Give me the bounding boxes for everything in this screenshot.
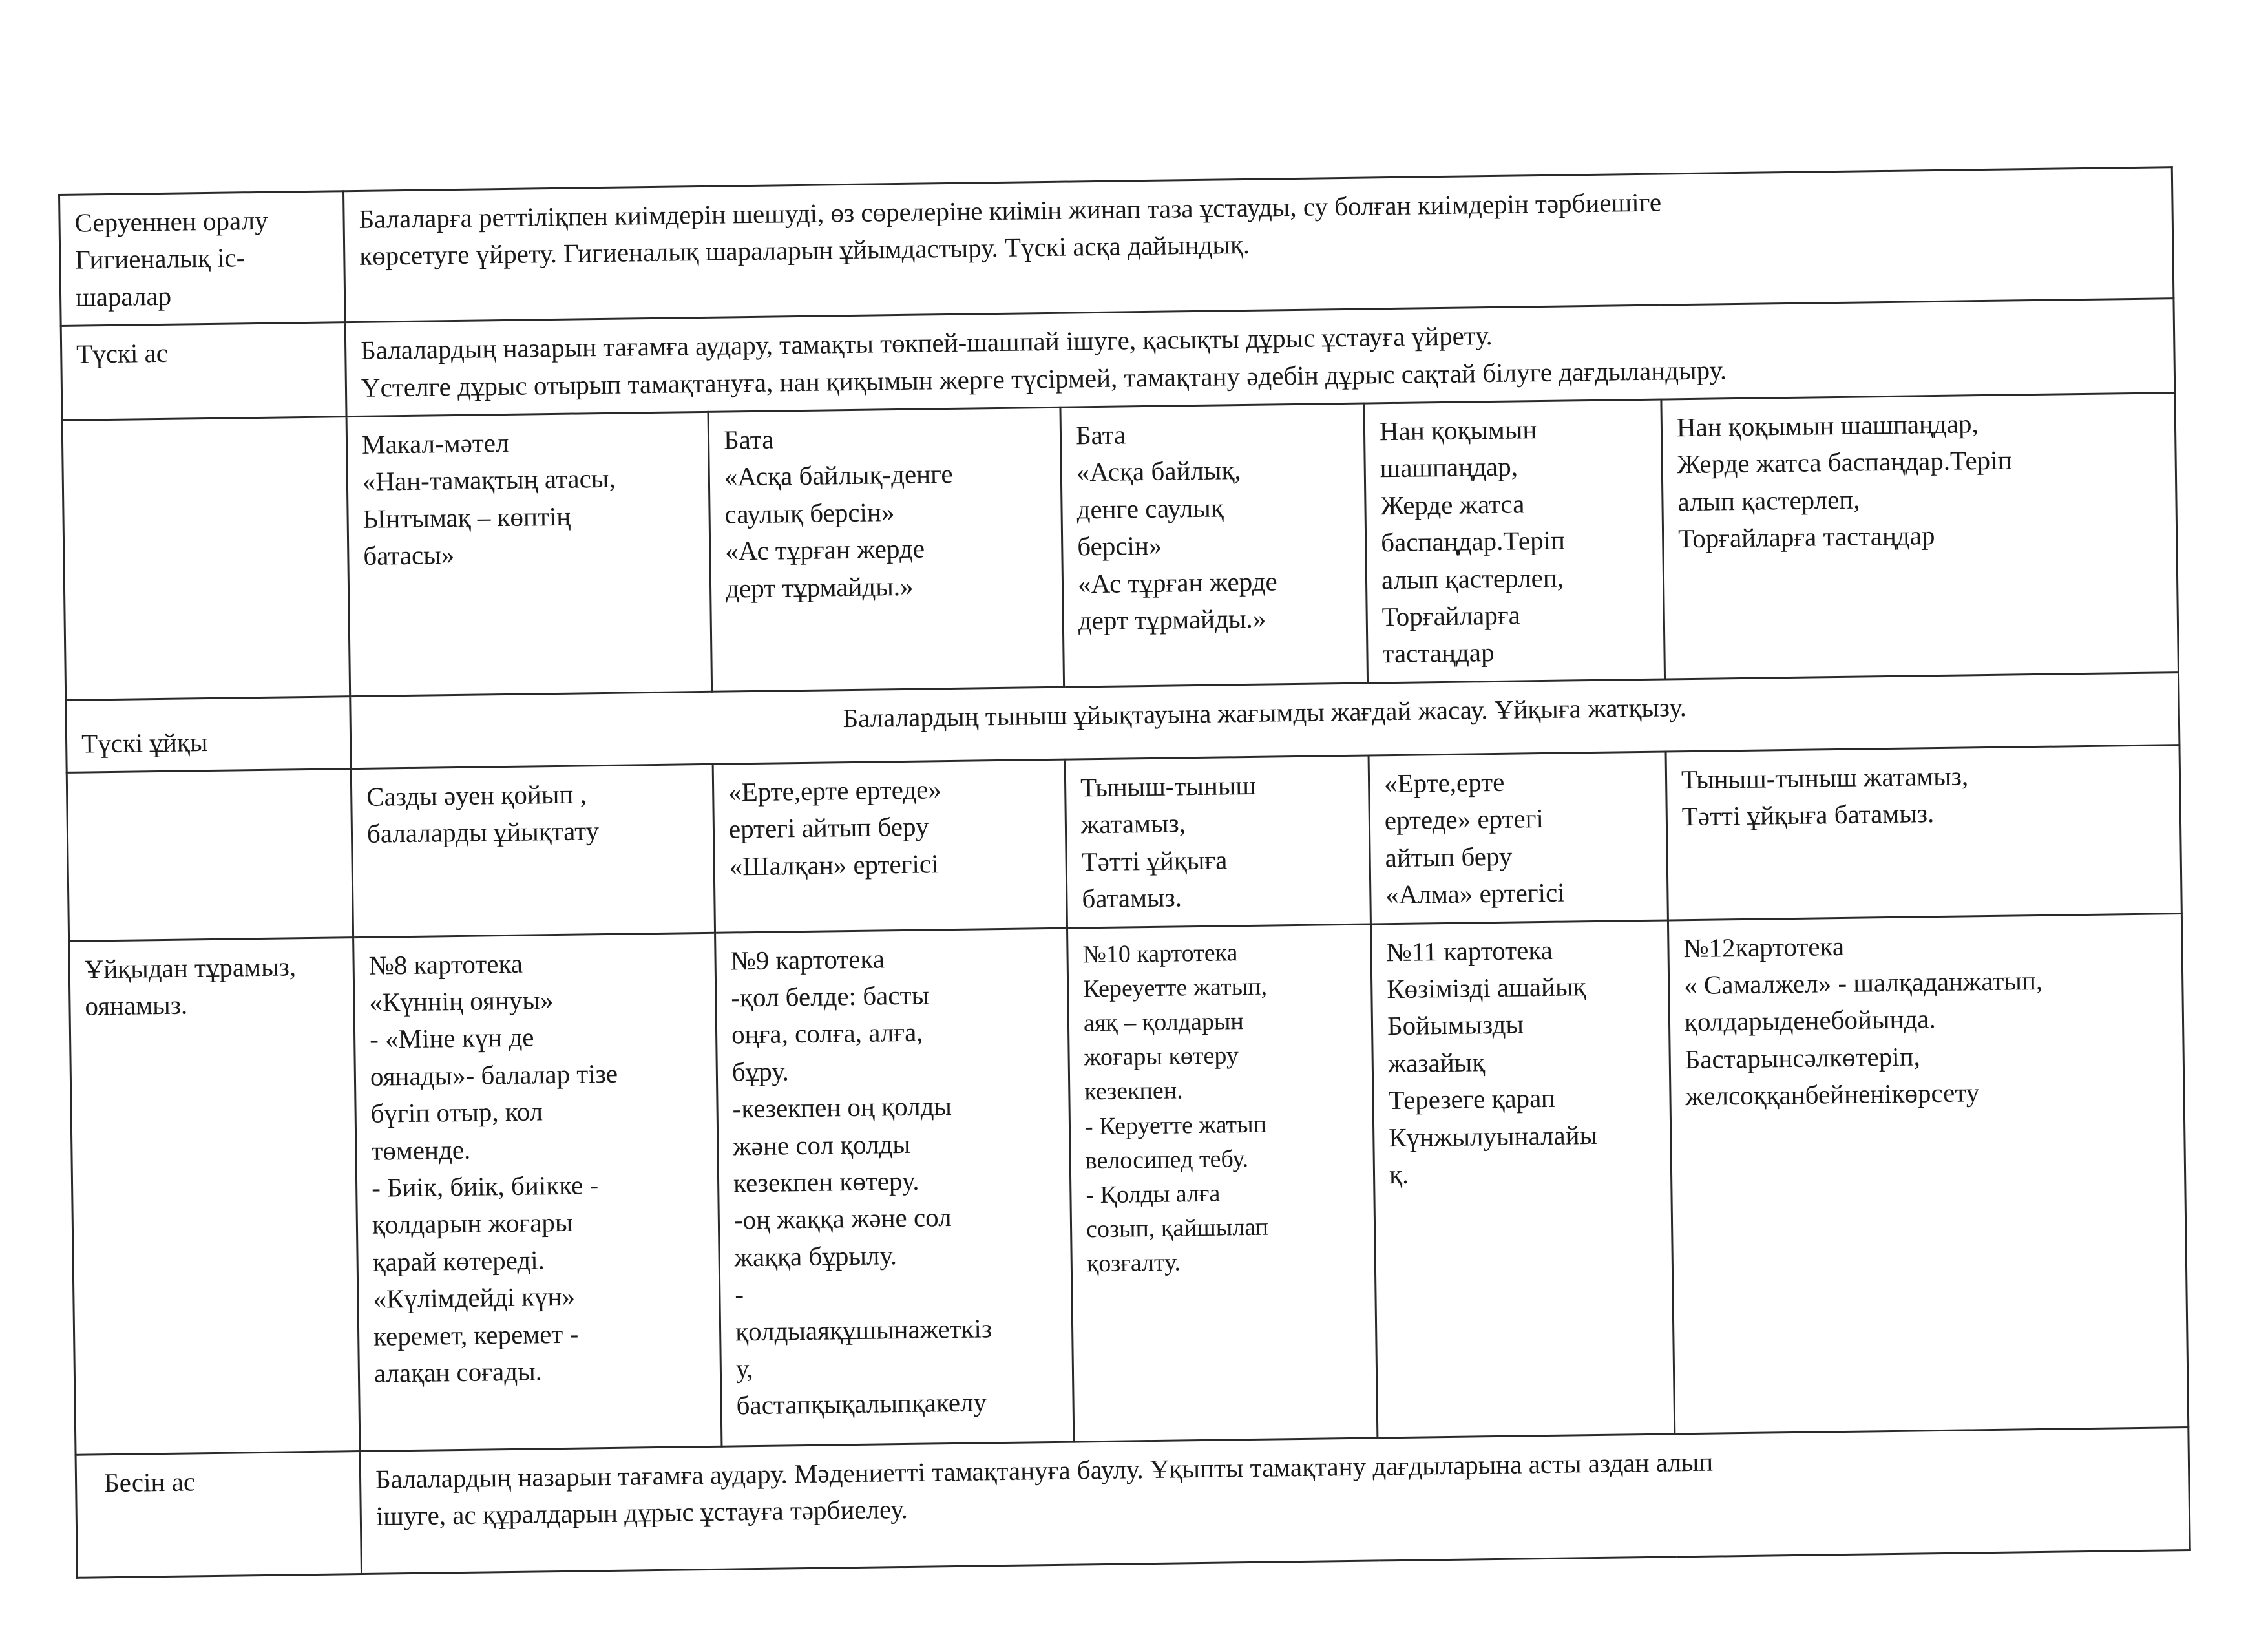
cell-line: бастапқықалыпқакелу: [736, 1387, 987, 1421]
cell-line: -оң жаққа және сол: [733, 1202, 952, 1235]
cell-line: «Алма» ертегісі: [1385, 877, 1565, 910]
cell-line: «Күлімдейді күн»: [373, 1281, 576, 1314]
cell-line: - «Міне күн де: [369, 1022, 534, 1055]
text-line: Балаларға реттіліқпен киімдерін шешуді, өз сөрелеріне киімін жинап таза ұстауды, су болған киімдерін тәрбиешіге: [359, 187, 1662, 234]
text-line: Балалардың назарын тағамға аудару. Мәдениетті тамақтануға баулу. Ұқыпты тамақтану дағдыларына асты аздан алып: [375, 1446, 1714, 1494]
cell-line: кезекпен.: [1084, 1077, 1183, 1106]
cell-line: «Асқа байлық-денге: [724, 459, 953, 492]
cell-line: Нан қоқымын: [1379, 414, 1537, 447]
cell-line: бұру.: [731, 1056, 790, 1087]
label-line: Серуеннен оралу: [74, 205, 268, 238]
cell-line: желсоққанбейненікөрсету: [1685, 1077, 1980, 1112]
cell-line: №11 картотека: [1386, 935, 1553, 967]
cell-line: велосипед тебу.: [1085, 1145, 1249, 1175]
cell-line: -: [735, 1279, 744, 1309]
cell-line: у,: [735, 1353, 753, 1384]
row-wake-up: [69, 913, 2189, 1455]
cell-line: алақан соғады.: [373, 1356, 543, 1388]
cell-line: «Шалқан» ертегісі: [729, 849, 939, 882]
wake-day-3: [1067, 924, 1378, 1442]
cell-line: жатамыз,: [1080, 808, 1186, 840]
lunch-day-4: [1364, 399, 1665, 683]
cell-line: - Қолды алға: [1086, 1179, 1221, 1209]
cell-line: алып қастерлеп,: [1381, 562, 1564, 595]
cell-line: шашпаңдар,: [1380, 451, 1518, 483]
cell-line: саулық берсін»: [724, 496, 895, 529]
cell-line: Жерде жатса: [1380, 489, 1525, 520]
cell-line: дерт тұрмайды.»: [725, 571, 914, 604]
cell-line: дерт тұрмайды.»: [1078, 603, 1266, 636]
text-line: көрсетуге үйрету. Гигиеналық шараларын ұйымдастыру. Түскі асқа дайындық.: [359, 229, 1250, 271]
cell-line: оңға, солға, алға,: [731, 1017, 923, 1050]
label-line: Түскі ас: [76, 337, 169, 369]
cell-line: денге саулық: [1076, 492, 1224, 525]
cell-line: батамыз.: [1082, 882, 1182, 914]
cell-line: №10 картотека: [1082, 938, 1238, 968]
cell-line: №8 картотека: [368, 948, 523, 980]
cell-line: қ.: [1389, 1159, 1409, 1190]
label-line: оянамыз.: [85, 989, 188, 1021]
cell-line: «Нан-тамақтың атасы,: [362, 463, 616, 497]
nap-day-4: [1369, 752, 1668, 924]
wake-day-2: [715, 928, 1074, 1446]
cell-line: - Биік, биік, биікке -: [371, 1170, 599, 1203]
cell-line: Тәтті ұйқыға: [1081, 845, 1228, 877]
nap-day-1: [351, 764, 715, 937]
cell-line: ертегі айтып беру: [728, 811, 929, 844]
cell-line: жазайық: [1387, 1047, 1486, 1078]
label-line: Ұйқыдан тұрамыз,: [84, 951, 297, 984]
cell-line: тастаңдар: [1382, 637, 1495, 669]
daily-schedule-table: [58, 166, 2191, 1578]
cell-line: жоғары көтеру: [1084, 1042, 1239, 1072]
text-line: Үстелге дұрыс отырып тамақтануға, нан қиқымын жерге түсірмей, тамақтану әдебін дұрыс сақтай білуге дағдыландыру.: [361, 354, 1727, 403]
cell-line: батасы»: [363, 540, 455, 571]
cell-line: Тәтті ұйқыға батамыз.: [1681, 798, 1935, 832]
cell-line: баспаңдар.Теріп: [1380, 525, 1566, 558]
nap-day-2: [713, 759, 1067, 933]
cell-line: қарай көтереді.: [372, 1245, 545, 1277]
cell-line: Бастарынсәлкөтеріп,: [1685, 1041, 1921, 1074]
row-label-nap: [66, 696, 351, 772]
text-line: Балалардың тыныш ұйықтауына жағымды жағдай жасау. Ұйқыға жатқызу.: [843, 692, 1687, 733]
cell-line: айтып беру: [1385, 841, 1513, 873]
cell-line: кезекпен көтеру.: [733, 1165, 919, 1198]
cell-line: қозғалту.: [1086, 1249, 1181, 1278]
cell-line: аяқ – қолдарын: [1083, 1008, 1244, 1037]
cell-line: төменде.: [371, 1134, 471, 1166]
row-label-return-walk: [59, 191, 346, 326]
cell-line: және сол қолды: [733, 1128, 911, 1161]
scanned-sheet: [58, 166, 2189, 1583]
cell-line: Көзімізді ашайық: [1386, 971, 1586, 1004]
cell-line: «Күннің оянуы»: [369, 985, 554, 1017]
cell-line: Бойымызды: [1387, 1009, 1524, 1041]
label-line: Гигиеналық іс-: [75, 242, 246, 275]
cell-line: №9 картотека: [730, 944, 885, 976]
cell-line: созып, қайшылап: [1086, 1213, 1269, 1243]
cell-line: Сазды әуен қойып ,: [366, 779, 587, 812]
cell-line: қолдарыденебойында.: [1684, 1004, 1937, 1037]
lunch-day-3: [1060, 403, 1368, 687]
wake-day-4: [1370, 920, 1674, 1438]
cell-line: Макал-мәтел: [361, 427, 509, 460]
cell-line: - Керуетте жатып: [1084, 1110, 1267, 1140]
cell-line: Ынтымақ – көптің: [362, 501, 571, 534]
cell-line: қолдыаяқұшынажеткіз: [735, 1313, 992, 1346]
cell-line: Бата: [723, 424, 774, 455]
cell-line: «Асқа байлық,: [1076, 455, 1241, 487]
cell-line: Тыныш-тыныш жатамыз,: [1681, 761, 1969, 795]
return-walk-description: [343, 167, 2173, 322]
cell-line: «Ерте,ерте ертеде»: [728, 774, 942, 807]
cell-line: керемет, керемет -: [373, 1318, 579, 1351]
cell-line: Бата: [1075, 419, 1126, 450]
wake-day-1: [353, 933, 722, 1451]
label-line: Түскі ұйқы: [81, 726, 208, 759]
nap-day-3: [1065, 755, 1370, 928]
lunch-day-1: [346, 412, 712, 696]
row-lunch-days: [62, 393, 2178, 701]
cell-line: бүгіп отыр, кол: [370, 1096, 543, 1128]
cell-line: Жерде жатса баспаңдар.Теріп: [1677, 445, 2012, 480]
cell-line: ертеде» ертегі: [1384, 803, 1544, 836]
empty-label-cell: [62, 417, 350, 700]
row-label-lunch: [61, 322, 346, 421]
cell-line: алып қастерлеп,: [1677, 484, 1860, 516]
cell-line: Нан қоқымын шашпаңдар,: [1676, 408, 1979, 443]
cell-line: берсін»: [1076, 530, 1162, 562]
cell-line: Тыныш-тыныш: [1080, 770, 1257, 803]
text-line: ішуге, ас құралдарын дұрыс ұстауға тәрбиелеу.: [375, 1494, 908, 1531]
label-line: Бесін ас: [103, 1466, 196, 1497]
row-label-wake-up: [69, 937, 360, 1455]
cell-line: қолдарын жоғары: [372, 1207, 573, 1240]
cell-line: «Ас тұрған жерде: [725, 533, 925, 566]
row-label-snack: [76, 1451, 361, 1578]
cell-line: «Ерте,ерте: [1383, 766, 1505, 799]
cell-line: №12картотека: [1683, 931, 1845, 963]
cell-line: Күнжылуыналайы: [1388, 1119, 1598, 1152]
cell-line: балаларды ұйықтату: [366, 816, 600, 849]
wake-day-5: [1668, 913, 2188, 1433]
row-nap-days: [67, 745, 2181, 941]
cell-line: Кереуетте жатып,: [1082, 973, 1268, 1003]
cell-line: -кезекпен оң қолды: [732, 1091, 952, 1124]
lunch-day-2: [708, 407, 1064, 692]
snack-description: [360, 1427, 2190, 1574]
cell-line: оянады»- балалар тізе: [370, 1058, 618, 1092]
lunch-day-5: [1661, 393, 2179, 679]
cell-line: -қол белде: басты: [731, 980, 930, 1013]
cell-line: жаққа бұрылу.: [734, 1240, 898, 1273]
nap-day-5: [1666, 745, 2181, 920]
cell-line: Терезеге қарап: [1388, 1083, 1556, 1115]
label-line: шаралар: [75, 280, 172, 312]
cell-line: Торғайларға: [1381, 600, 1521, 632]
empty-label-cell: [67, 769, 353, 941]
cell-line: Торғайларға тастаңдар: [1677, 520, 1935, 554]
text-line: Балалардың назарын тағамға аудару, тамақты төкпей-шашпай ішуге, қасықты дұрыс ұстауға үйрету.: [360, 321, 1493, 366]
cell-line: «Ас тұрған жерде: [1077, 565, 1277, 598]
cell-line: « Самалжел» - шалқаданжатып,: [1683, 965, 2043, 1000]
